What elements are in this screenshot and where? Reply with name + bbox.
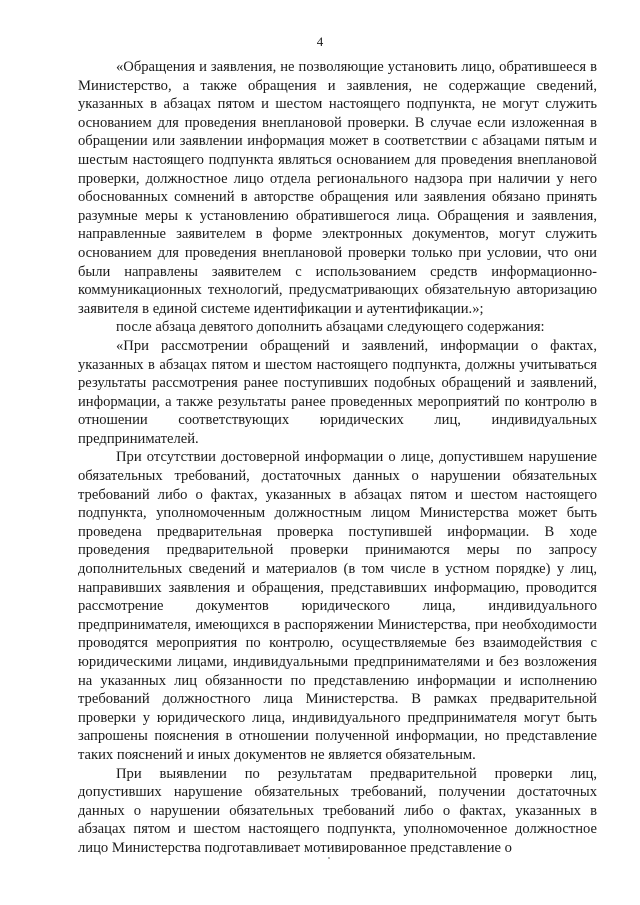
paragraph-check-results: При выявлении по результатам предварительной проверки лиц, допустивших нарушение обязательных требований, получении достаточных данных о нарушении обязательных требований либо о фактах, указанных в абзацах пятом и шестом настоящего подпункта, уполномоченное должностное лицо Министерства подготавливает мотивированное представление о xyxy=(78,765,597,856)
paragraph-preliminary-check: При отсутствии достоверной информации о лице, допустившем нарушение обязательных требований, достаточных данных о нарушении обязательных требований либо о фактах, указанных в абзацах пятом и шестом настоящего подпункта, уполномоченным должностным лицом Министерства может быть проведена предварительная проверка поступившей информации. В ходе проведения предварительной проверки принимаются меры по запросу дополнительных сведений и материалов (в том числе в устном порядке) у лиц, направивших заявления и обращения, представивших информацию, проводится рассмотрение документов юридического лица, индивидуального предпринимателя, имеющихся в распоряжении Министерства, при необходимости проводятся мероприятия по контролю, осуществляемые без взаимодействия с юридическими лицами, индивидуальными предпринимателями и без возложения на указанных лиц обязанности по представлению информации и исполнению требований должностного лица Министерства. В рамках предварительной проверки у юридического лица, индивидуального предпринимателя могут быть запрошены пояснения в отношении полученной информации, но представление таких пояснений и иных документов не является обязательным. xyxy=(78,449,597,763)
document-body xyxy=(78,58,597,858)
page-number: 4 xyxy=(316,34,324,49)
paragraph-consideration-of-appeals: «При рассмотрении обращений и заявлений, информации о фактах, указанных в абзацах пятом и шестом настоящего подпункта, должны учитываться результаты рассмотрения ранее поступивших подобных обращений и заявлений, информации, а также результаты ранее проведенных мероприятий по контролю в отношении соответствующих юридических лиц, индивидуальных предпринимателей. xyxy=(78,337,597,447)
footer-dot-mark xyxy=(328,857,330,859)
paragraph-amendment-instruction: после абзаца девятого дополнить абзацами следующего содержания: xyxy=(116,319,545,336)
paragraph-appeals-not-grounds: «Обращения и заявления, не позволяющие установить лицо, обратившееся в Министерство, а также обращения и заявления, не содержащие сведений, указанных в абзацах пятом и шестом настоящего подпункта, не могут служить основанием для проведения внеплановой проверки. В случае если изложенная в обращении или заявлении информация может в соответствии с абзацами пятым и шестым настоящего подпункта являться основанием для проведения внеплановой проверки, должностное лицо отдела регионального надзора при наличии у него обоснованных сомнений в авторстве обращения или заявления обязано принять разумные меры к установлению обратившегося лица. Обращения и заявления, направленные заявителем в форме электронных документов, могут служить основанием для проведения внеплановой проверки только при условии, что они были направлены заявителем с использованием средств информационно-коммуникационных технологий, предусматривающих обязательную авторизацию заявителя в единой системе идентификации и аутентификации.»; xyxy=(78,59,597,317)
